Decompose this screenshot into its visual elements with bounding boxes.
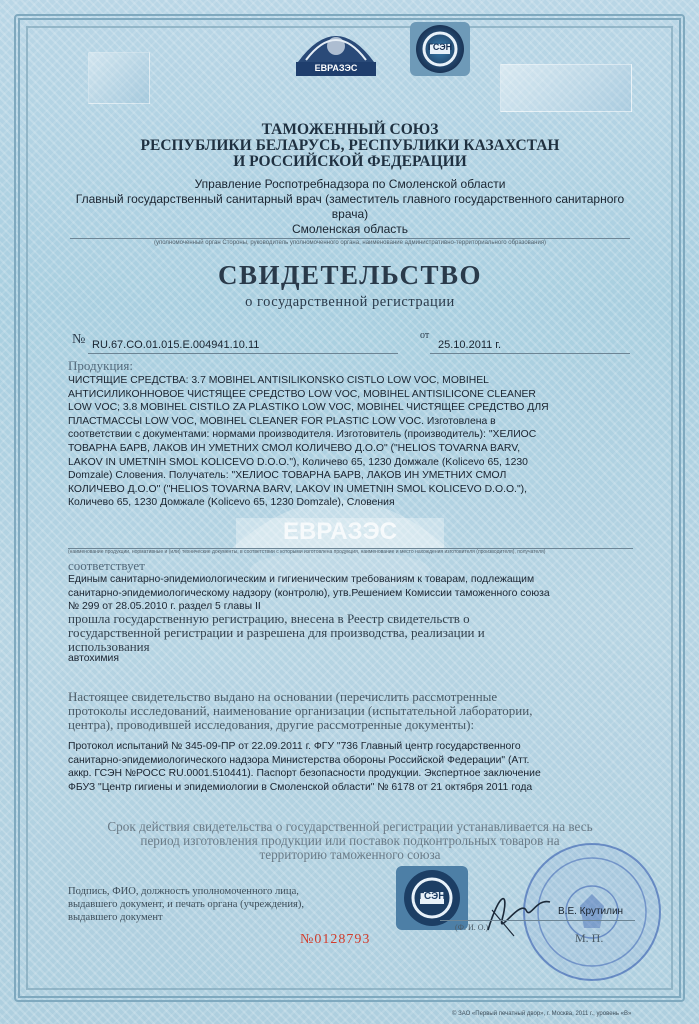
certificate-title: СВИДЕТЕЛЬСТВО (217, 260, 483, 290)
basis-line-3: аккр. ГСЭН №РОСС RU.0001.510441). Паспорт безопасности продукции. Экспертное заключение (68, 768, 541, 780)
compliance-line-3: № 299 от 28.05.2010 г. раздел 5 главы II (68, 601, 261, 613)
certificate-date-label: от (420, 330, 430, 341)
product-line-8: Domzale) Словения. Получатель: "ХЕЛИОС ТОВАРНА БАРВ, ЛАКОВ ИН УМЕТНИХ СМОЛ (68, 470, 507, 482)
footer-print-info: © ЗАО «Первый печатный двор», г. Москва, 2011 г., уровень «В» (452, 1011, 632, 1017)
union-title (60, 122, 640, 170)
authority-line-3: врача) (331, 207, 369, 221)
product-line-3: LOW VOC; 3.8 MOBIHEL CISTILO ZA PLASTIKO LOW VOC, MOBIHEL ЧИСТЯЩЕЕ СРЕДСТВО ДЛЯ (68, 402, 549, 414)
serial-number: №0128793 (300, 932, 371, 947)
basis-text (68, 740, 648, 794)
basis-line-1: Протокол испытаний № 345-09-ПР от 22.09.2011 г. ФГУ "736 Главный центр государственного (68, 741, 521, 752)
registry-text (68, 612, 648, 654)
certificate-subtitle: о государственной регистрации (245, 294, 455, 310)
authority-line-4: Смоленская область (291, 222, 409, 236)
compliance-line-1: Единым санитарно-эпидемиологическим и гигиеническим требованиям к товарам, подлежащим (68, 574, 535, 585)
eurasec-logo-text: ЕВРАЗЭС (314, 63, 358, 73)
product-line-10: Количево 65, 1230 Домжале (Kolicevo 65, 1230 Domzale), Словения (68, 497, 395, 509)
basis-line-2: санитарно-эпидемиологического надзора Министерства обороны Российской Федерации" (Атт. (68, 754, 530, 766)
hologram-square-left (88, 52, 150, 104)
product-line-9: КОЛИЧЕВО Д.О.О" ("HELIOS TOVARNA BARV, LAKOV IN UMETNIH SMOL KOLICEVO D.O.O."), (68, 483, 527, 495)
authority-line-2: Главный государственный санитарный врач (заместитель главного государственного санитарного (75, 192, 625, 206)
usage-value: автохимия (68, 653, 119, 664)
handwritten-signature (480, 880, 560, 940)
stamp-label: М. П. (575, 931, 604, 945)
gsen-hologram-bottom-text: ГСЭН (418, 891, 446, 902)
product-line-2: АНТИСИЛИКОННОВОЕ ЧИСТЯЩЕЕ СРЕДСТВО LOW VOC, MOBIHEL ANTISILICONE CLEANER (68, 388, 536, 400)
certificate-number-label: № (72, 332, 86, 347)
registry-line-3: использования (68, 639, 150, 654)
signatory-name: В.Е. Крутилин (558, 906, 624, 917)
authority-note: (уполномоченный орган Стороны, руководитель уполномоченного органа, наименование административно-территориального образования) (153, 240, 547, 246)
signature-label (68, 885, 348, 924)
compliance-text (68, 573, 648, 614)
gsen-hologram-text: ГСЭН (427, 42, 453, 52)
gsen-hologram-bottom-icon (394, 864, 470, 932)
basis-intro-line-3: центра), проводившей исследования, другие рассмотренные документы): (68, 717, 475, 732)
authority-line-1: Управление Роспотребнадзора по Смоленской области (194, 177, 506, 191)
certificate-number: RU.67.CO.01.015.E.004941.10.11 (92, 339, 260, 351)
number-underline (88, 353, 398, 354)
product-line-4: ПЛАСТМАССЫ LOW VOC, MOBIHEL CLEANER FOR PLASTIC LOW VOC. Изготовлена в (68, 415, 496, 427)
compliance-line-2: санитарно-эпидемиологическому надзору (контролю), утв.Решением Комиссии таможенного союза (68, 587, 550, 599)
gsen-hologram-icon (408, 20, 472, 78)
product-note: (наименование продукции, нормативные и (или) технические документы, в соответствии с которыми изготовлена продукция, наименование и место нахождения изготовителя (производителя), получателя) (68, 549, 546, 555)
registry-line-1: прошла государственную регистрацию, внесена в Реестр свидетельств о (68, 611, 470, 626)
certificate-date: 25.10.2011 г. (438, 339, 502, 351)
product-line-6: ТОВАРНА БАРВ, ЛАКОВ ИН УМЕТНИХ СМОЛ КОЛИЧЕВО Д.О.О" ("HELIOS TOVARNA BARV, (68, 442, 521, 454)
eurasec-logo (290, 20, 382, 78)
union-line-3: И РОССИЙСКОЙ ФЕДЕРАЦИИ (233, 153, 467, 170)
product-line-5: соответствии с документами: нормами производителя. Изготовитель (производитель): "ХЕЛИОС (68, 429, 537, 441)
validity-line-1: Срок действия свидетельства о государственной регистрации устанавливается на весь (107, 819, 593, 834)
product-description (68, 374, 648, 510)
fio-label: (Ф. И. О.) (455, 923, 489, 932)
basis-intro (68, 690, 648, 732)
watermark-text: ЕВРАЗЭС (282, 518, 397, 545)
basis-intro-line-1: Настоящее свидетельство выдано на основании (перечислить рассмотренные (68, 689, 498, 704)
compliance-heading: соответствует (68, 558, 145, 573)
authority-block (60, 177, 640, 237)
signature-label-line-2: выдавшего документ, и печать органа (учреждения), (68, 899, 305, 910)
hologram-square-right (500, 64, 632, 112)
basis-line-4: ФБУЗ "Центр гигиены и эпидемиологии в Смоленской области" № 6178 от 21 октября 2011 года (68, 781, 533, 793)
validity-line-2: период изготовления продукции или поставок подконтрольных товаров на (140, 833, 560, 848)
product-heading: Продукция: (68, 358, 133, 373)
signature-label-line-3: выдавшего документ (68, 912, 163, 923)
signature-label-line-1: Подпись, ФИО, должность уполномоченного лица, (68, 886, 299, 897)
signature-underline (440, 920, 635, 921)
validity-line-3: территорию таможенного союза (259, 847, 441, 862)
union-line-2: РЕСПУБЛИКИ БЕЛАРУСЬ, РЕСПУБЛИКИ КАЗАХСТАН (140, 137, 560, 154)
date-underline (430, 353, 630, 354)
basis-intro-line-2: протоколы исследований, наименование организации (испытательной лаборатории, (68, 703, 533, 718)
product-line-1: ЧИСТЯЩИЕ СРЕДСТВА: 3.7 MOBIHEL ANTISILIKONSKO CISTLO LOW VOC, MOBIHEL (68, 375, 489, 386)
union-line-1: ТАМОЖЕННЫЙ СОЮЗ (261, 121, 439, 138)
product-line-7: LAKOV IN UMETNIH SMOL KOLICEVO D.O.O."), Количево 65, 1230 Домжале (Kolicevo 65, 1230 (68, 456, 528, 468)
registry-line-2: государственной регистрации и разрешена для производства, реализации и (68, 625, 485, 640)
authority-underline (70, 238, 630, 239)
